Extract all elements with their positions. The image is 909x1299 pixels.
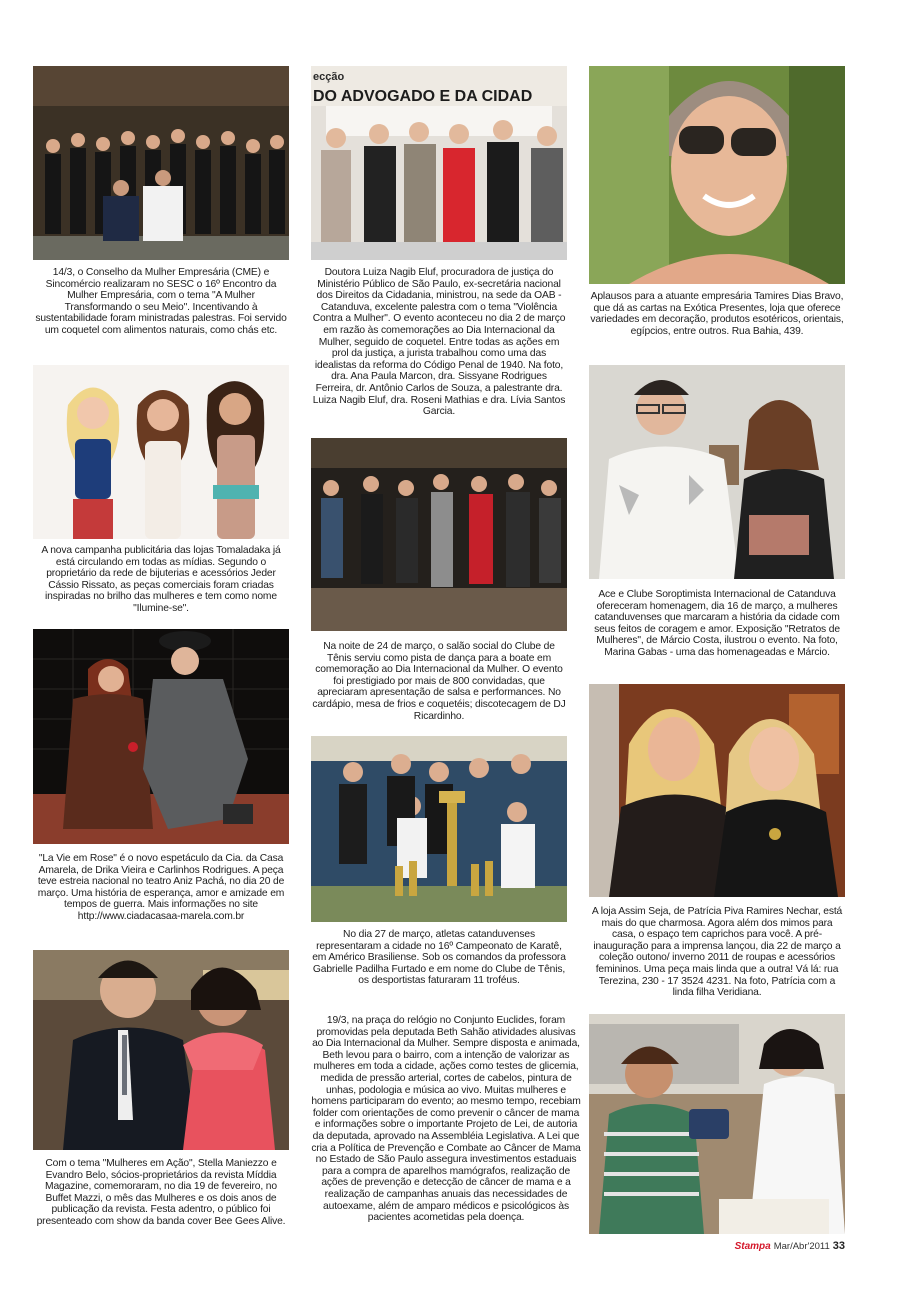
caption-tennis: Na noite de 24 de março, o salão social do Clube de Tênis serviu como pista de dança para a boate em comemoração ao Dia Internacional da Mulher. O evento foi prestigiado por mais de 800 convidadas, que apreciaram apresentação de salsa e performances. No cardápio, mesa de frios e coquetéis; discotecagem de DJ Ricardinho. — [312, 641, 566, 722]
photo-assim-seja-store — [589, 684, 845, 897]
caption-tamires: Aplausos para a atuante empresária Tamires Dias Bravo, que dá as cartas na Exótica Presentes, loja que oferece variedades em decoração, produtos esotéricos, orientais, egípcios, entre outros. Rua Bahia, 439. — [590, 291, 844, 337]
photo-karate-trophies — [311, 736, 567, 922]
photo-cme-women-group — [33, 66, 289, 260]
photo-la-vie-em-rose-theater — [33, 629, 289, 844]
caption-assim-seja: A loja Assim Seja, de Patrícia Piva Ramires Nechar, está mais do que charmosa. Agora além dos mimos para casa, o espaço tem caprichos para você. A pré-inauguração para a imprensa lançou, dia 22 de março a coleção outono/ inverno 2011 de roupas e acessórios femininos. Uma peça mais linda que a outra! Vá lá: rua Terezina, 230 - 17 3524 4231. Na foto, Patrícia com a linda filha Veridiana. — [591, 906, 843, 999]
caption-karate: No dia 27 de março, atletas catanduvenses representaram a cidade no 16º Campeonato de Karatê, em Américo Brasiliense. Sob os comandos da professora Gabrielle Padilha Furtado e em nome do Clube de Tênis, os desportistas faturaram 11 troféus. — [312, 929, 566, 987]
photo-health-campaign — [589, 1014, 845, 1234]
caption-middia: Com o tema "Mulheres em Ação", Stella Maniezzo e Evandro Belo, sócios-proprietários da revista Míddia Magazine, comemoraram, no dia 19 de fevereiro, no Buffet Mazzi, o mês das Mulheres e os dois anos de publicação da revista. Festa adentro, o público foi presenteado com show da banda cover Bee Gees Alive. — [36, 1158, 286, 1227]
photo-oab-event — [311, 66, 567, 260]
caption-oab: Doutora Luiza Nagib Eluf, procuradora de justiça do Ministério Público de São Paulo, ex-secretária nacional dos Direitos da Cidadania, ministrou, na sede da OAB - Catanduva, excelente palestra com o tema "Violência Contra a Mulher". O evento aconteceu no dia 2 de março em razão às comemorações ao Dia Internacional da Mulher, seguido de coquetel. Entre todas as ações em prol da justiça, a jurista trabalhou como uma das idealistas da reforma do Código Penal de 1940. Na foto, dra. Ana Paula Marcon, dra. Sissyane Rodrigues Ferreira, dr. Antônio Carlos de Souza, a palestrante dra. Luiza Nagib Eluf, dra. Roseni Mathias e dra. Lívia Santos Garcia. — [312, 267, 566, 418]
magazine-brand: Stampa — [734, 1241, 771, 1252]
page-number: 33 — [832, 1240, 845, 1252]
oab-banner-text: DO ADVOGADO E DA CIDAD — [313, 88, 533, 105]
photo-middia-magazine — [33, 950, 289, 1150]
photo-soroptimista-exhibition — [589, 365, 845, 579]
caption-tomaladaka: A nova campanha publicitária das lojas Tomaladaka já está circulando em todas as mídias. Segundo o proprietário da rede de bijuterias e acessórios Jeder Cássio Rissato, as peças comerciais foram criadas inspiradas no brilho das mulheres e tem como nome "Ilumine-se". — [41, 545, 281, 614]
caption-cme: 14/3, o Conselho da Mulher Empresária (CME) e Sincomércio realizaram no SESC o 16º Encontro da Mulher Empresária, com o tema "A Mulher Transformando o seu Meio". Incentivando à sustentabilidade foram ministradas palestras. Foi servido um coquetel com alimentos naturais, como chás etc. — [35, 267, 287, 336]
photo-tamires-dias-bravo — [589, 66, 845, 284]
photo-tennis-club-dance — [311, 438, 567, 631]
page-folio — [735, 1240, 845, 1252]
oab-banner-small-text: ecção — [313, 71, 345, 83]
issue-date: Mar/Abr'2011 — [773, 1241, 830, 1252]
caption-theater: "La Vie em Rose" é o novo espetáculo da Cia. da Casa Amarela, de Drika Vieira e Carlinhos Rodrigues. A peça teve estreia nacional no teatro Aniz Pachá, no dia 20 de março. Uma história de esperança, amor e amizade em tempos de guerra. Mais informações no site http://www.ciadacasaa-marela.com.br — [37, 853, 285, 922]
caption-soroptimista: Ace e Clube Soroptimista Internacional de Catanduva ofereceram homenagem, dia 16 de março, a mulheres catanduvenses que marcaram a história da cidade com seus feitos de coragem e amor. Exposição "Retratos de Mulheres", de Márcio Costa, ilustrou o evento. Na foto, Marina Gabas - uma das homenageadas e Márcio. — [594, 589, 840, 658]
caption-euclides: 19/3, na praça do relógio no Conjunto Euclides, foram promovidas pela deputada Beth Sahão atividades alusivas ao Dia Internacional da Mulher. Sempre disposta e animada, Beth levou para o bairro, com a intenção de valorizar as mulheres em toda a cidade, ações como testes de glicemia, medida de pressão arterial, cortes de cabelos, pintura de unhas, podologia e música ao vivo. Muitas mulheres e homens participaram do evento; ao mesmo tempo, recebiam folder com orientações de como prevenir o câncer de mama e informações sobre o importante Projeto de Lei, de autoria da deputada, aprovado na Assembléia Legislativa. A Lei que cria a Política de Prevenção e Combate ao Câncer de Mama no Estado de São Paulo assegura investimentos estaduais para a compra de aparelhos mamógrafos, realização de ações de prevenção e detecção de câncer de mama e a realização de campanhas anuais das necessidades de autoexame, além de amparo médicos e psicológicos às pacientes acometidas pela doença. — [311, 1015, 581, 1224]
photo-tomaladaka-campaign — [33, 365, 289, 539]
